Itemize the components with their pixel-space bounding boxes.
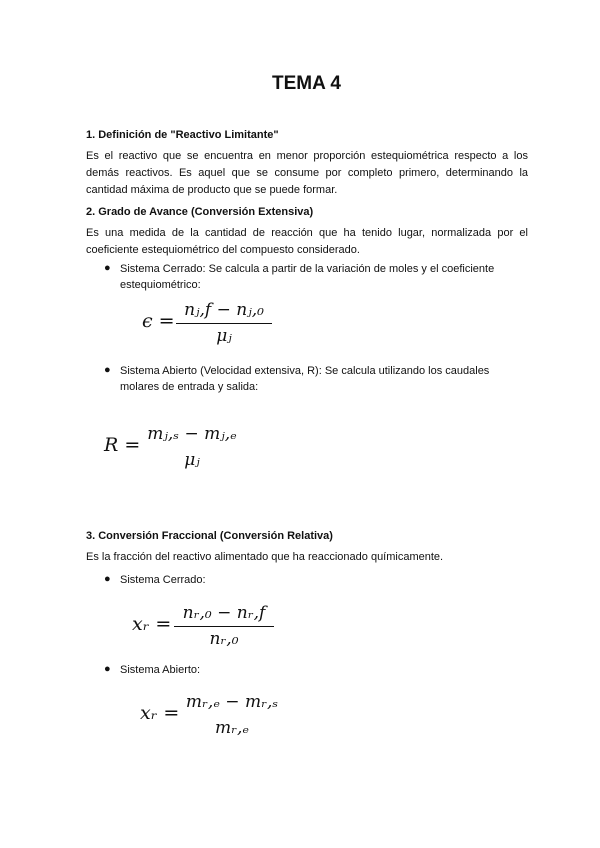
bullet-icon: ● [104, 364, 111, 376]
list-item-sistema-cerrado: Sistema Cerrado: Se calcula a partir de la variación de moles y el coeficiente estequiométrico: [120, 263, 495, 291]
section-2-paragraph: Es una medida de la cantidad de reacción que ha tenido lugar, normalizada por el coeficiente estequiométrico del compuesto considerado. [86, 227, 528, 256]
formula-denominator: μⱼ [216, 326, 232, 346]
bullet-icon: ● [104, 573, 111, 585]
list-item-sistema-abierto: Sistema Abierto (Velocidad extensiva, R): Se calcula utilizando los caudales molares de entrada y salida: [120, 365, 490, 393]
section-2-heading: 2. Grado de Avance (Conversión Extensiva) [86, 206, 314, 218]
section-1-paragraph: Es el reactivo que se encuentra en menor proporción estequiométrica respecto a los demás reactivos. Es aquel que se consume por completo primero, determinando la cantidad máxima de producto que se puede formar. [86, 150, 528, 196]
list-item-sistema-abierto: Sistema Abierto: [120, 664, 201, 676]
fraction-bar [176, 323, 272, 324]
formula-grado-avance-abierto [104, 422, 274, 474]
section-3-paragraph: Es la fracción del reactivo alimentado que ha reaccionado químicamente. [86, 551, 444, 563]
formula-lhs: xᵣ = [132, 613, 172, 635]
bullet-icon: ● [104, 262, 111, 274]
formula-numerator: nᵣ,₀ − nᵣ,f [182, 603, 266, 623]
fraction-bar [174, 626, 274, 627]
list-item-sistema-cerrado: Sistema Cerrado: [120, 574, 206, 586]
page-title: TEMA 4 [272, 73, 341, 94]
bullet-icon: ● [104, 663, 111, 675]
formula-conversion-abierto [140, 690, 300, 742]
formula-denominator: μⱼ [184, 450, 200, 470]
formula-lhs: R = [104, 434, 141, 456]
formula-lhs: ϵ = [142, 310, 175, 332]
formula-numerator: mᵣ,ₑ − mᵣ,ₛ [185, 692, 279, 712]
formula-denominator: mᵣ,ₑ [214, 718, 249, 738]
formula-numerator: nⱼ,f − nⱼ,₀ [184, 300, 264, 320]
formula-numerator: mⱼ,ₛ − mⱼ,ₑ [147, 424, 237, 444]
formula-lhs: xᵣ = [140, 702, 180, 724]
formula-conversion-cerrado [132, 601, 292, 653]
formula-grado-avance-cerrado [142, 298, 282, 350]
section-3-heading: 3. Conversión Fraccional (Conversión Relativa) [86, 530, 333, 542]
formula-denominator: nᵣ,₀ [209, 629, 239, 649]
section-1-heading: 1. Definición de "Reactivo Limitante" [86, 129, 279, 141]
